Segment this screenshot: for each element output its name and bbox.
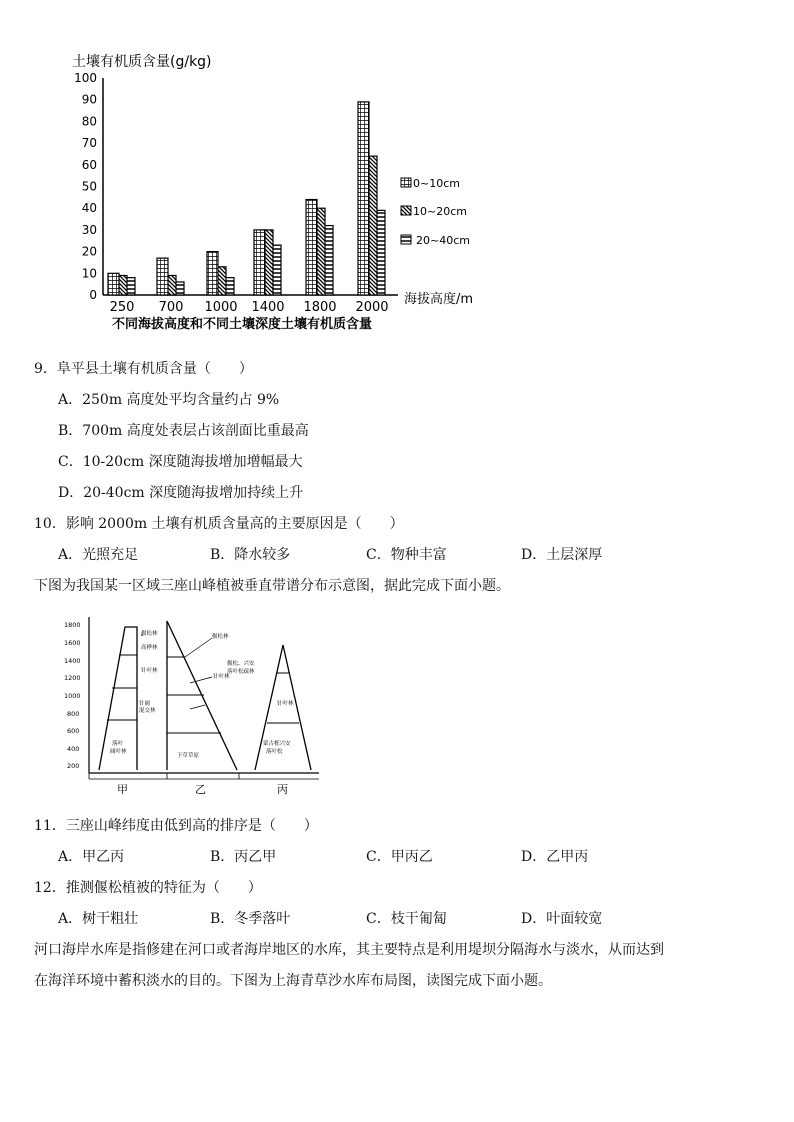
y-tick-label: 10	[81, 266, 97, 281]
intro-reservoir-line1: 河口海岸水库是指修建在河口或者海岸地区的水库，其主要特点是利用堤坝分隔海水与淡水，从而达到	[34, 942, 664, 958]
bing-label-pine-larch: 偃松、兴安落叶松疏林	[227, 661, 255, 675]
q10-option-b[interactable]: B．降水较多	[210, 547, 291, 563]
fig-ytick: 1600	[64, 639, 81, 647]
chart-legend	[401, 177, 470, 247]
q10-stem: 10．影响 2000m 土壤有机质含量高的主要原因是（ ）	[34, 516, 404, 532]
q9-option-a[interactable]: A．250m 高度处平均含量约占 9%	[58, 392, 280, 408]
q10-option-a[interactable]: A．光照充足	[58, 547, 139, 563]
q9-option-d[interactable]: D．20-40cm 深度随海拔增加持续上升	[58, 485, 304, 501]
yi-label-pine: 偃松林	[212, 634, 229, 640]
legend-label-20-40: 20~40cm	[416, 234, 470, 247]
q9-stem: 9．阜平县土壤有机质含量（ ）	[34, 361, 253, 377]
organic-matter-chart	[0, 0, 794, 340]
fig-ytick: 1000	[64, 692, 81, 700]
peak-label-bing: 丙	[277, 783, 288, 796]
x-tick-label: 1000	[204, 300, 238, 315]
y-tick-label: 80	[81, 114, 97, 129]
bar-700-0~10cm	[157, 258, 168, 295]
fig-ytick: 1800	[64, 621, 81, 629]
q11-stem: 11．三座山峰纬度由低到高的排序是（ ）	[34, 818, 318, 834]
x-tick-label: 250	[109, 300, 135, 315]
q9-option-c[interactable]: C．10-20cm 深度随海拔增加增幅最大	[58, 454, 303, 470]
fig-ytick: 400	[67, 745, 80, 753]
peak-jia	[99, 627, 158, 770]
mountain-vegetation-figure	[55, 605, 355, 805]
y-tick-label: 50	[81, 179, 97, 194]
q12-option-c[interactable]: C．枝干匍匐	[366, 911, 447, 927]
bing-label-conifer: 针叶林	[277, 701, 294, 707]
peak-label-jia: 甲	[117, 783, 128, 796]
legend-swatch-20-40	[401, 235, 411, 244]
y-tick-label: 60	[81, 157, 97, 172]
x-axis-label: 海拔高度/m	[404, 292, 474, 307]
x-tick-label: 700	[158, 300, 184, 315]
q11-option-d[interactable]: D．乙甲丙	[521, 849, 589, 865]
bar-1000-0~10cm	[207, 252, 218, 295]
y-axis-label: 土壤有机质含量(g/kg)	[72, 54, 212, 70]
fig-ytick: 1200	[64, 674, 81, 682]
legend-swatch-0-10	[401, 178, 411, 187]
y-tick-label: 70	[81, 136, 97, 151]
fig-ytick: 600	[67, 727, 80, 735]
x-tick-label: 1800	[303, 300, 337, 315]
bar-2000-0~10cm	[358, 102, 369, 295]
jia-label-mixed: 针阔混交林	[139, 701, 156, 714]
q11-option-b[interactable]: B．丙乙甲	[210, 849, 277, 865]
intro-mountain: 下图为我国某一区域三座山峰植被垂直带谱分布示意图，据此完成下面小题。	[34, 578, 510, 594]
fig-ytick: 200	[67, 762, 80, 770]
jia-label-birch: 高桦林	[141, 645, 158, 651]
y-tick-label: 90	[81, 92, 97, 107]
q12-stem: 12．推测偃松植被的特征为（ ）	[34, 880, 262, 896]
intro-reservoir-line2: 在海洋环境中蓄积淡水的目的。下图为上海青草沙水库布局图，读图完成下面小题。	[34, 973, 552, 989]
jia-label-conifer: 针叶林	[141, 668, 158, 674]
legend-swatch-10-20	[401, 206, 411, 215]
q12-option-b[interactable]: B．冬季落叶	[210, 911, 291, 927]
bar-1800-0~10cm	[306, 200, 317, 295]
q11-option-c[interactable]: C．甲丙乙	[366, 849, 433, 865]
x-tick-label: 2000	[355, 300, 389, 315]
q12-option-d[interactable]: D．叶面较宽	[521, 911, 603, 927]
legend-label-10-20: 10~20cm	[413, 205, 467, 218]
q12-option-a[interactable]: A．树干粗壮	[58, 911, 139, 927]
yi-label-conifer: 针叶林	[213, 674, 230, 680]
q10-option-d[interactable]: D．土层深厚	[521, 547, 603, 563]
peak-yi	[167, 621, 237, 770]
chart-caption: 不同海拔高度和不同土壤深度土壤有机质含量	[112, 317, 373, 332]
yi-label-steppe: 下草草原	[177, 753, 200, 759]
legend-label-0-10: 0~10cm	[413, 177, 460, 190]
bing-label-oak-larch: 蒙古栎兴安落叶松	[263, 741, 291, 755]
q11-option-a[interactable]: A．甲乙丙	[58, 849, 125, 865]
peak-label-yi: 乙	[195, 783, 206, 796]
y-tick-label: 40	[81, 201, 97, 216]
bar-1400-0~10cm	[254, 230, 265, 295]
y-tick-label: 0	[89, 288, 97, 302]
q9-option-b[interactable]: B．700m 高度处表层占该剖面比重最高	[58, 423, 309, 439]
x-tick-label: 1400	[251, 300, 285, 315]
y-tick-label: 30	[81, 222, 97, 237]
y-tick-label: 20	[81, 244, 97, 259]
q10-option-c[interactable]: C．物种丰富	[366, 547, 447, 563]
fig-ytick: 800	[67, 710, 80, 718]
jia-label-pine: 偃松林	[141, 631, 158, 637]
fig-ytick: 1400	[64, 657, 81, 665]
peak-bing	[227, 645, 311, 770]
jia-label-deciduous: 落叶阔叶林	[110, 741, 127, 755]
bar-250-0~10cm	[108, 273, 119, 295]
y-tick-label: 100	[74, 71, 97, 85]
